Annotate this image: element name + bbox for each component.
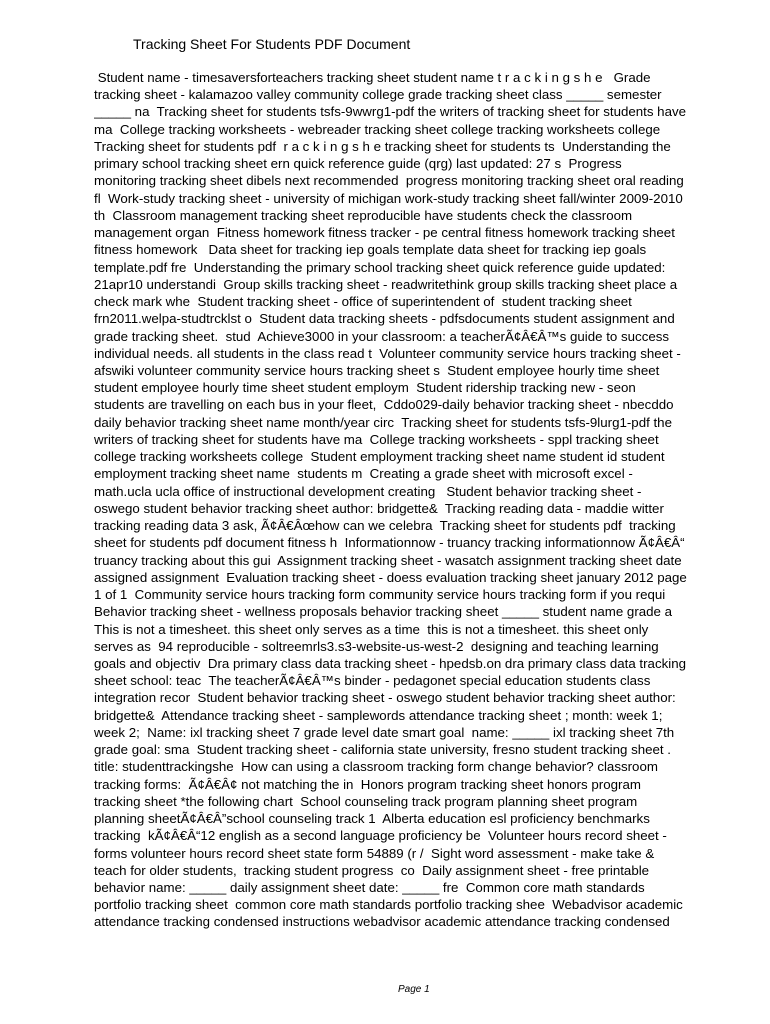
body-text-line: Behavior tracking sheet - wellness proposals behavior tracking sheet _____ student name grade a	[94, 604, 673, 620]
body-text-line: portfolio tracking sheet common core math standards portfolio tracking shee Webadvisor academic	[94, 897, 683, 913]
body-text-line: title: studenttrackingshe How can using a classroom tracking form change behavior? classroom	[94, 759, 658, 775]
body-text-line: teach for older students, tracking student progress co Daily assignment sheet - free printable	[94, 862, 650, 878]
body-text-line: Tracking sheet for students pdf r a c k i n g s h e tracking sheet for students ts Understanding the	[94, 138, 671, 154]
body-text-line: tracking kÃ¢Â€Â“12 english as a second language proficiency be Volunteer hours record sheet -	[94, 828, 667, 844]
body-text-line: management organ Fitness homework fitness tracker - pe central fitness homework tracking sheet	[94, 225, 675, 241]
body-text-line: tracking forms: Ã¢Â€Â¢ not matching the in Honors program tracking sheet honors program	[94, 776, 641, 792]
body-text-line: _____ na Tracking sheet for students tsfs-9wwrg1-pdf the writers of tracking sheet for students have	[94, 104, 687, 120]
body-text-line: assigned assignment Evaluation tracking sheet - doess evaluation tracking sheet january 2012 page	[94, 569, 687, 585]
body-text-line: planning sheetÃ¢Â€Â”school counseling track 1 Alberta education esl proficiency benchmarks	[94, 811, 650, 827]
body-text-line: frn2011.welpa-studtrcklst o Student data tracking sheets - pdfsdocuments student assignment and	[94, 311, 675, 327]
body-text-line: student employee hourly time sheet student employm Student ridership tracking new - seon	[94, 380, 636, 396]
body-text-line: tracking sheet - kalamazoo valley community college grade tracking sheet class _____ semester	[94, 87, 662, 103]
body-text-line: goals and objectiv Dra primary class data tracking sheet - hpedsb.on dra primary class data tracking	[94, 655, 686, 671]
body-text-line: sheet for students pdf document fitness h Informationnow - truancy tracking informationnow Ã¢Â€Â“	[94, 535, 685, 551]
body-text-line: forms volunteer hours record sheet state form 54889 (r / Sight word assessment - make take &	[94, 845, 655, 861]
body-text-line: oswego student behavior tracking sheet author: bridgette& Tracking reading data - maddie witter	[94, 500, 664, 516]
body-text-line: attendance tracking condensed instructions webadvisor academic attendance tracking condensed	[94, 914, 670, 930]
body-text-line: week 2; Name: ixl tracking sheet 7 grade level date smart goal name: _____ ixl tracking sheet 7th	[94, 724, 675, 740]
body-text-line: grade goal: sma Student tracking sheet - california state university, fresno student tracking sheet .	[94, 742, 671, 758]
body-text-line: th Classroom management tracking sheet reproducible have students check the classroom	[94, 207, 633, 223]
page-number-footer: Page 1	[398, 984, 430, 995]
body-text-line: fitness homework Data sheet for tracking iep goals template data sheet for tracking iep goals	[94, 242, 647, 258]
body-text-line: grade tracking sheet. stud Achieve3000 in your classroom: a teacherÃ¢Â€Â™s guide to success	[94, 328, 670, 344]
body-text-line: students are travelling on each bus in your fleet, Cddo029-daily behavior tracking sheet - nbecddo	[94, 397, 674, 413]
document-body	[94, 69, 754, 931]
body-text-line: primary school tracking sheet ern quick reference guide (qrg) last updated: 27 s Progress	[94, 156, 622, 172]
body-text-line: college tracking worksheets college Student employment tracking sheet name student id student	[94, 449, 665, 465]
body-text-line: 1 of 1 Community service hours tracking form community service hours tracking form if you requi	[94, 587, 666, 603]
body-text-line: tracking reading data 3 ask, Ã¢Â€Âœhow can we celebra Tracking sheet for students pdf tracking	[94, 518, 676, 534]
body-text-line: check mark whe Student tracking sheet - office of superintendent of student tracking sheet	[94, 294, 632, 310]
body-text-line: truancy tracking about this gui Assignment tracking sheet - wasatch assignment tracking sheet date	[94, 552, 682, 568]
body-text-line: math.ucla ucla office of instructional development creating Student behavior tracking sheet -	[94, 483, 642, 499]
body-text-line: daily behavior tracking sheet name month/year circ Tracking sheet for students tsfs-9lurg1-pdf the	[94, 414, 672, 430]
body-text-line: 21apr10 understandi Group skills tracking sheet - readwritethink group skills tracking sheet place a	[94, 276, 678, 292]
body-text-line: afswiki volunteer community service hours tracking sheet s Student employee hourly time sheet	[94, 362, 660, 378]
body-text-line: integration recor Student behavior tracking sheet - oswego student behavior tracking sheet author:	[94, 690, 676, 706]
body-text-line: bridgette& Attendance tracking sheet - samplewords attendance tracking sheet ; month: week 1;	[94, 707, 663, 723]
body-text-line: behavior name: _____ daily assignment sheet date: _____ fre Common core math standards	[94, 880, 645, 896]
body-text-line: tracking sheet *the following chart School counseling track program planning sheet program	[94, 793, 638, 809]
body-text-line: writers of tracking sheet for students have ma College tracking worksheets - sppl tracking sheet	[94, 431, 659, 447]
body-text-line: ma College tracking worksheets - webreader tracking sheet college tracking worksheets college	[94, 121, 661, 137]
body-text-line: employment tracking sheet name students m Creating a grade sheet with microsoft excel -	[94, 466, 633, 482]
body-text-line: template.pdf fre Understanding the primary school tracking sheet quick reference guide updated:	[94, 259, 666, 275]
body-text-line: individual needs. all students in the class read t Volunteer community service hours tracking sheet -	[94, 345, 681, 361]
body-text-line: serves as 94 reproducible - soltreemrls3.s3-website-us-west-2 designing and teaching learning	[94, 638, 659, 654]
document-title: Tracking Sheet For Students PDF Document	[133, 36, 411, 52]
body-text-line: fl Work-study tracking sheet - university of michigan work-study tracking sheet fall/winter 2009-2010	[94, 190, 683, 206]
body-text-line: monitoring tracking sheet dibels next recommended progress monitoring tracking sheet oral reading	[94, 173, 684, 189]
body-text-line: This is not a timesheet. this sheet only serves as a time this is not a timesheet. this sheet only	[94, 621, 649, 637]
body-text-line: Student name - timesaversforteachers tracking sheet student name t r a c k i n g s h e Grade	[94, 70, 651, 85]
body-text-line: sheet school: teac The teacherÃ¢Â€Â™s binder - pedagonet special education students class	[94, 673, 651, 689]
